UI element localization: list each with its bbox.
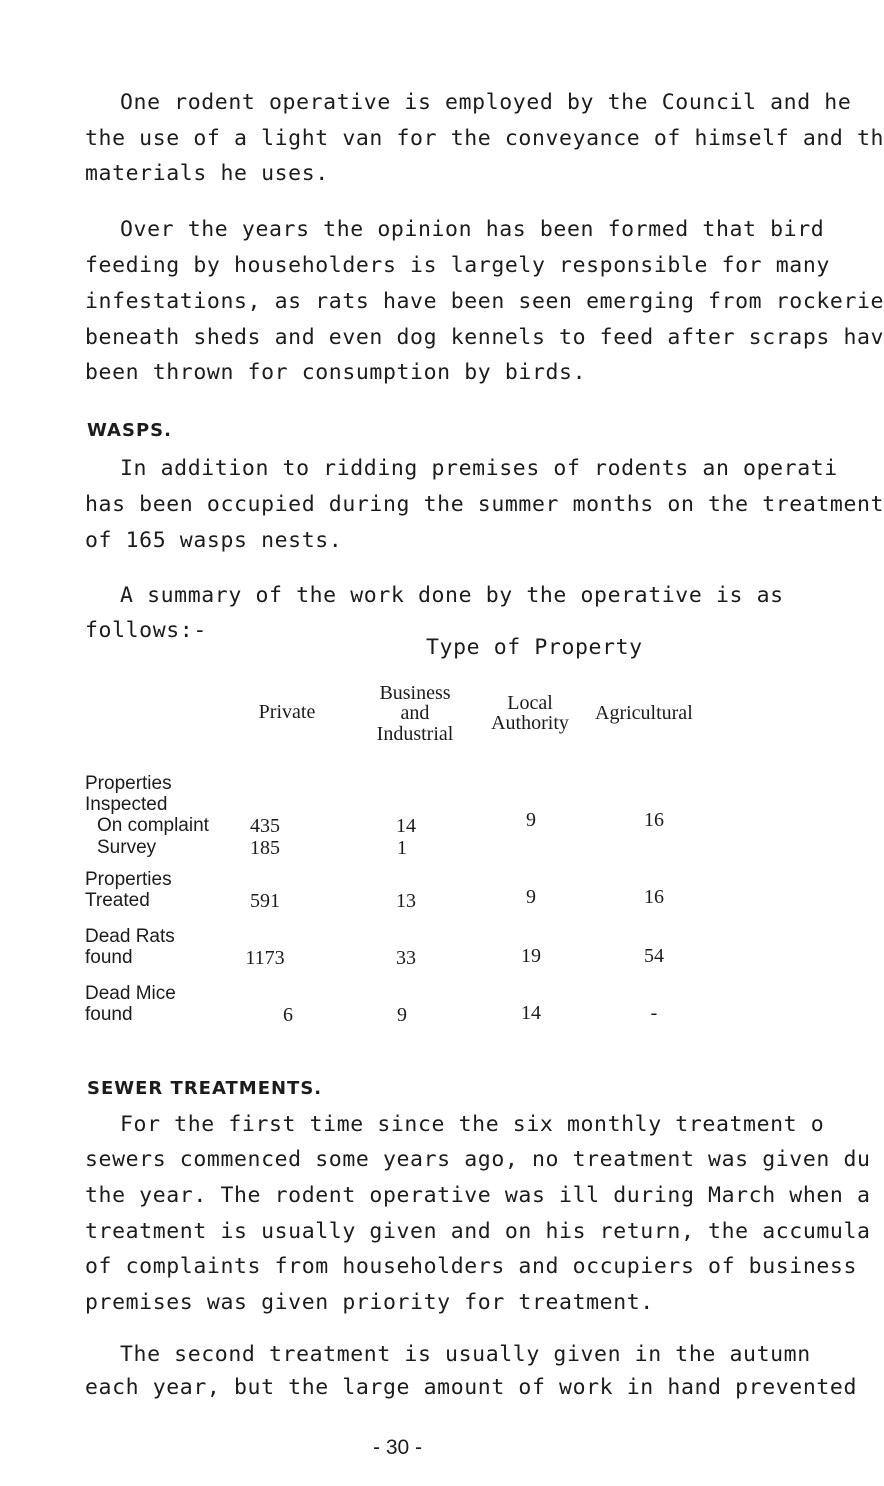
cell-rats-agricultural: 54: [644, 945, 664, 967]
cell-complaint-local: 9: [526, 809, 536, 831]
paragraph-6-line-1: The second treatment is usually given in the autumn: [120, 1342, 811, 1367]
cell-rats-private: 1173: [245, 947, 285, 969]
column-local-line-2: Authority: [491, 712, 569, 734]
cell-rats-business: 33: [396, 947, 416, 969]
row-label-mice-line-2: found: [85, 1004, 133, 1025]
paragraph-5-line-6: premises was given priority for treatment.: [85, 1290, 654, 1315]
cell-complaint-business: 14: [396, 815, 416, 837]
column-business-line-1: Business: [379, 682, 451, 704]
paragraph-5-line-4: treatment is usually given and on his return, the accumula: [85, 1219, 871, 1244]
cell-treated-agricultural: 16: [644, 886, 664, 908]
column-agricultural: Agricultural: [595, 702, 693, 724]
column-private: Private: [258, 701, 316, 723]
paragraph-5-line-1: For the first time since the six monthly treatment o: [120, 1112, 825, 1137]
sewer-heading: SEWER TREATMENTS.: [87, 1078, 323, 1099]
paragraph-3-line-2: has been occupied during the summer months on the treatment: [85, 492, 884, 517]
column-local-line-1: Local: [507, 692, 553, 714]
paragraph-5-line-2: sewers commenced some years ago, no treatment was given du: [85, 1147, 871, 1172]
cell-mice-local: 14: [521, 1002, 541, 1024]
row-label-complaint: On complaint: [97, 815, 209, 836]
row-label-inspected-line-1: Properties: [85, 773, 172, 794]
paragraph-4-line-2: follows:-: [85, 618, 207, 643]
cell-complaint-private: 435: [250, 815, 280, 837]
column-business-line-3: Industrial: [376, 723, 454, 745]
row-label-survey: Survey: [97, 837, 157, 858]
cell-treated-private: 591: [250, 890, 280, 912]
paragraph-1-line-2: the use of a light van for the conveyance of himself and th: [85, 126, 884, 151]
row-label-rats-line-1: Dead Rats: [85, 926, 175, 947]
row-label-treated-line-1: Properties: [85, 869, 172, 890]
paragraph-2-line-2: feeding by householders is largely responsible for many: [85, 253, 830, 278]
cell-treated-business: 13: [396, 890, 416, 912]
cell-mice-agricultural: -: [650, 1002, 658, 1024]
paragraph-2-line-4: beneath sheds and even dog kennels to feed after scraps hav: [85, 325, 884, 350]
paragraph-2-line-3: infestations, as rats have been seen emerging from rockerie: [85, 289, 884, 314]
wasps-heading: WASPS.: [87, 420, 172, 441]
cell-complaint-agricultural: 16: [644, 809, 664, 831]
paragraph-6-line-2: each year, but the large amount of work in hand prevented: [85, 1375, 858, 1400]
row-label-mice-line-1: Dead Mice: [85, 983, 176, 1004]
cell-mice-private: 6: [283, 1004, 293, 1026]
paragraph-3-line-1: In addition to ridding premises of rodents an operati: [120, 456, 838, 481]
paragraph-1-line-3: materials he uses.: [85, 161, 329, 186]
paragraph-3-line-3: of 165 wasps nests.: [85, 528, 343, 553]
paragraph-2-line-5: been thrown for consumption by birds.: [85, 360, 587, 385]
paragraph-2-line-1: Over the years the opinion has been formed that bird: [120, 217, 825, 242]
row-label-rats-line-2: found: [85, 947, 133, 968]
cell-mice-business: 9: [397, 1004, 407, 1026]
paragraph-5-line-3: the year. The rodent operative was ill during March when a: [85, 1183, 871, 1208]
cell-survey-business: 1: [397, 837, 407, 859]
page-number: - 30 -: [373, 1436, 423, 1459]
row-label-treated-line-2: Treated: [85, 890, 150, 911]
paragraph-4-line-1: A summary of the work done by the operative is as: [120, 583, 784, 608]
cell-survey-private: 185: [250, 837, 280, 859]
paragraph-1-line-1: One rodent operative is employed by the Council and he: [120, 90, 852, 115]
paragraph-5-line-5: of complaints from householders and occupiers of business: [85, 1254, 858, 1279]
table-title: Type of Property: [426, 635, 643, 660]
row-label-inspected-line-2: Inspected: [85, 794, 168, 815]
cell-rats-local: 19: [521, 945, 541, 967]
cell-treated-local: 9: [526, 886, 536, 908]
column-business-line-2: and: [400, 702, 430, 724]
